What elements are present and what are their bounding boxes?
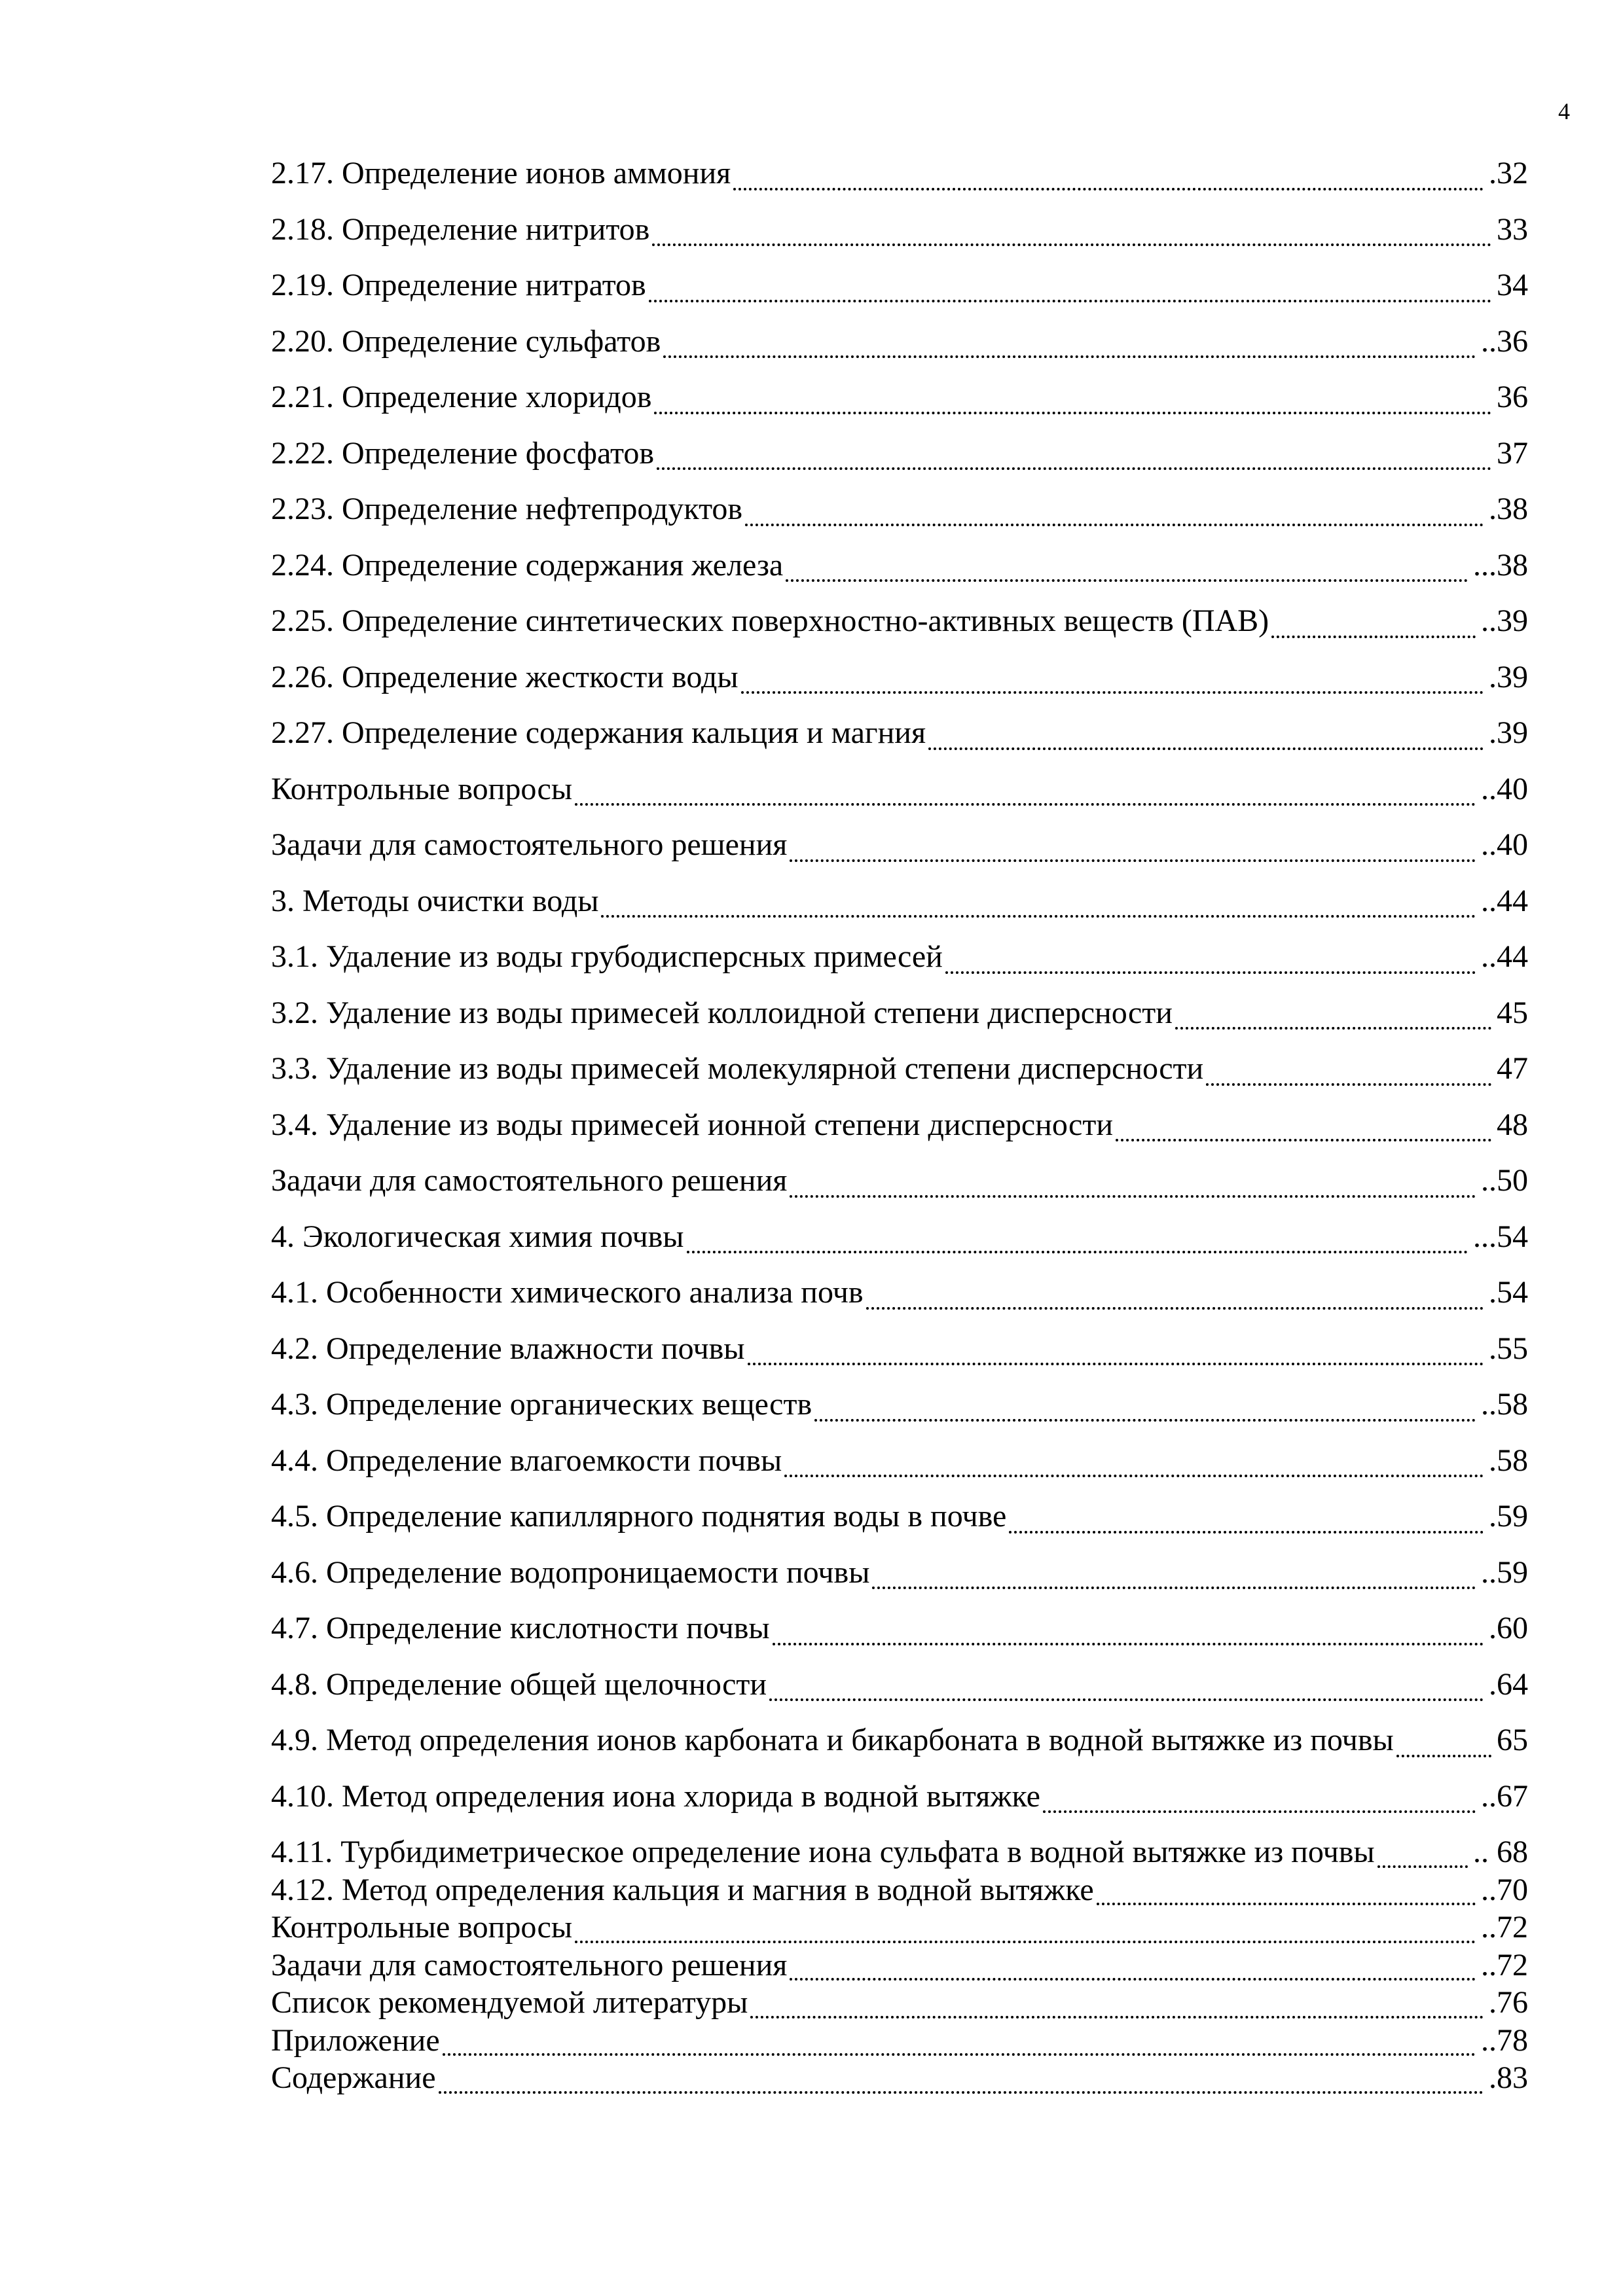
- toc-entry-page: .83: [1486, 2060, 1528, 2096]
- toc-entry-title: 2.23. Определение нефтепродуктов: [271, 492, 743, 526]
- toc-entry[interactable]: [271, 827, 1580, 883]
- toc-entry-title: 3.3. Удаление из воды примесей молекулярной степени дисперсности: [271, 1051, 1204, 1086]
- toc-entry-title: 3.1. Удаление из воды грубодисперсных примесей: [271, 939, 943, 974]
- toc-entry-title: 2.22. Определение фосфатов: [271, 435, 655, 471]
- toc-leader-dots: [1097, 1903, 1476, 1905]
- toc-entry-title: 4.6. Определение водопроницаемости почвы: [271, 1554, 870, 1590]
- toc-entry-title: 4.3. Определение органических веществ: [271, 1387, 812, 1422]
- toc-entry[interactable]: [271, 1219, 1580, 1275]
- toc-entry-page: ..58: [1478, 1386, 1528, 1423]
- toc-entry[interactable]: [271, 1050, 1580, 1107]
- toc-entry[interactable]: [271, 1909, 1580, 1947]
- toc-entry[interactable]: [271, 1554, 1580, 1611]
- toc-entry-title: 3. Методы очистки воды: [271, 883, 599, 918]
- toc-entry-title: 3.2. Удаление из воды примесей коллоидной степени дисперсности: [271, 995, 1173, 1030]
- toc-leader-dots: [786, 579, 1468, 582]
- toc-entry[interactable]: [271, 1778, 1580, 1835]
- toc-entry[interactable]: [271, 1386, 1580, 1443]
- toc-leader-dots: [769, 1698, 1484, 1701]
- toc-leader-dots: [439, 2091, 1484, 2094]
- toc-leader-dots: [1043, 1810, 1476, 1813]
- toc-leader-dots: [652, 243, 1491, 246]
- toc-entry-page: .58: [1486, 1443, 1528, 1479]
- toc-entry[interactable]: [271, 771, 1580, 827]
- toc-entry-page: ..72: [1478, 1909, 1528, 1946]
- toc-entry-page: ..39: [1478, 603, 1528, 639]
- toc-entry-page: ..67: [1478, 1778, 1528, 1815]
- toc-entry-page: .54: [1486, 1274, 1528, 1311]
- toc-entry-title: 2.20. Определение сульфатов: [271, 323, 661, 359]
- toc-entry[interactable]: [271, 1274, 1580, 1331]
- toc-entry-page: 65: [1494, 1722, 1528, 1759]
- toc-leader-dots: [663, 355, 1476, 358]
- toc-entry[interactable]: [271, 379, 1580, 435]
- toc-leader-dots: [657, 467, 1491, 470]
- toc-entry-page: 34: [1494, 267, 1528, 304]
- toc-entry-page: ...54: [1470, 1219, 1528, 1255]
- toc-entry-page: ..40: [1478, 827, 1528, 863]
- toc-entry-title: Задачи для самостоятельного решения: [271, 1163, 788, 1198]
- toc-entry-page: .55: [1486, 1331, 1528, 1367]
- toc-leader-dots: [750, 2016, 1484, 2018]
- toc-entry[interactable]: [271, 155, 1580, 211]
- toc-leader-dots: [443, 2053, 1476, 2056]
- toc-entry-title: 2.18. Определение нитритов: [271, 211, 650, 247]
- toc-entry-page: 36: [1494, 379, 1528, 416]
- toc-entry[interactable]: [271, 1722, 1580, 1778]
- toc-entry[interactable]: [271, 211, 1580, 268]
- toc-entry-title: 4.9. Метод определения ионов карбоната и бикарбоната в водной вытяжке из почвы: [271, 1723, 1394, 1757]
- toc-entry[interactable]: [271, 2022, 1580, 2060]
- toc-entry-title: 3.4. Удаление из воды примесей ионной степени дисперсности: [271, 1107, 1114, 1142]
- toc-leader-dots: [1271, 636, 1476, 638]
- toc-leader-dots: [866, 1307, 1484, 1310]
- toc-entry-title: 2.27. Определение содержания кальция и магния: [271, 715, 926, 750]
- toc-entry[interactable]: [271, 715, 1580, 771]
- toc-leader-dots: [733, 188, 1484, 190]
- toc-entry-page: 47: [1494, 1050, 1528, 1087]
- toc-leader-dots: [649, 300, 1491, 302]
- toc-entry-title: 4.12. Метод определения кальция и магния в водной вытяжке: [271, 1872, 1094, 1907]
- toc-leader-dots: [601, 915, 1476, 918]
- toc-entry[interactable]: [271, 2060, 1580, 2098]
- toc-entry-title: Содержание: [271, 2060, 436, 2095]
- toc-entry-page: ..72: [1478, 1947, 1528, 1984]
- toc-entry-title: 4.10. Метод определения иона хлорида в водной вытяжке: [271, 1778, 1040, 1814]
- toc-entry[interactable]: [271, 939, 1580, 995]
- toc-entry[interactable]: [271, 1162, 1580, 1219]
- toc-entry[interactable]: [271, 267, 1580, 323]
- toc-leader-dots: [790, 1978, 1476, 1981]
- toc-entry[interactable]: [271, 1666, 1580, 1723]
- toc-entry-title: 4.5. Определение капиллярного поднятия воды в почве: [271, 1499, 1007, 1534]
- toc-entry-title: 2.19. Определение нитратов: [271, 268, 646, 302]
- toc-leader-dots: [1396, 1755, 1491, 1757]
- toc-entry[interactable]: [271, 883, 1580, 939]
- toc-entry-page: .32: [1486, 155, 1528, 192]
- toc-entry[interactable]: [271, 603, 1580, 659]
- toc-entry[interactable]: [271, 1610, 1580, 1666]
- toc-entry-title: 4. Экологическая химия почвы: [271, 1219, 684, 1254]
- toc-entry-title: 2.25. Определение синтетических поверхностно-активных веществ (ПАВ): [271, 603, 1269, 638]
- toc-entry-page: ...38: [1470, 547, 1528, 584]
- toc-leader-dots: [1175, 1027, 1491, 1030]
- toc-entry-page: ..44: [1478, 883, 1528, 920]
- toc-entry[interactable]: [271, 323, 1580, 380]
- table-of-contents: [271, 155, 1580, 2098]
- toc-entry-title: Задачи для самостоятельного решения: [271, 1947, 788, 1982]
- toc-entry-page: ..36: [1478, 323, 1528, 360]
- toc-entry-page: 48: [1494, 1107, 1528, 1143]
- toc-entry[interactable]: [271, 995, 1580, 1051]
- toc-entry-title: 4.1. Особенности химического анализа почв: [271, 1275, 864, 1310]
- toc-entry-page: .76: [1486, 1984, 1528, 2021]
- toc-leader-dots: [790, 1195, 1476, 1198]
- toc-leader-dots: [575, 803, 1476, 806]
- toc-leader-dots: [790, 859, 1476, 862]
- toc-leader-dots: [945, 971, 1476, 974]
- toc-leader-dots: [1377, 1865, 1468, 1868]
- toc-entry-title: 4.7. Определение кислотности почвы: [271, 1611, 770, 1645]
- toc-leader-dots: [741, 691, 1484, 694]
- toc-entry[interactable]: [271, 1872, 1580, 1910]
- toc-entry[interactable]: [271, 1331, 1580, 1387]
- toc-entry[interactable]: [271, 1984, 1580, 2022]
- toc-entry-page: .. 68: [1470, 1834, 1528, 1871]
- toc-entry[interactable]: [271, 1498, 1580, 1554]
- toc-entry[interactable]: [271, 491, 1580, 547]
- toc-leader-dots: [1206, 1083, 1491, 1086]
- toc-entry-page: .64: [1486, 1666, 1528, 1703]
- toc-entry-title: 2.26. Определение жесткости воды: [271, 659, 739, 694]
- page-number: 4: [1558, 98, 1570, 124]
- toc-leader-dots: [654, 412, 1491, 414]
- toc-entry-page: .39: [1486, 659, 1528, 696]
- toc-entry-page: ..44: [1478, 939, 1528, 975]
- toc-leader-dots: [687, 1251, 1468, 1253]
- toc-leader-dots: [872, 1587, 1476, 1589]
- toc-entry-page: 33: [1494, 211, 1528, 248]
- toc-entry-title: Контрольные вопросы: [271, 1910, 573, 1945]
- toc-entry-page: ..78: [1478, 2022, 1528, 2059]
- toc-entry[interactable]: [271, 1107, 1580, 1163]
- toc-entry-title: 2.21. Определение хлоридов: [271, 380, 652, 414]
- toc-entry-title: 2.17. Определение ионов аммония: [271, 156, 731, 190]
- toc-entry-page: ..59: [1478, 1554, 1528, 1591]
- toc-entry[interactable]: [271, 659, 1580, 715]
- toc-leader-dots: [748, 1363, 1484, 1365]
- toc-leader-dots: [1116, 1139, 1491, 1141]
- toc-entry-page: .59: [1486, 1498, 1528, 1535]
- toc-entry[interactable]: [271, 547, 1580, 603]
- toc-entry-title: 4.8. Определение общей щелочности: [271, 1666, 767, 1702]
- toc-leader-dots: [784, 1475, 1484, 1477]
- toc-entry-page: 37: [1494, 435, 1528, 472]
- toc-entry-page: 45: [1494, 995, 1528, 1031]
- toc-leader-dots: [1009, 1531, 1484, 1534]
- toc-entry-title: 2.24. Определение содержания железа: [271, 547, 784, 583]
- toc-leader-dots: [928, 747, 1484, 750]
- toc-entry[interactable]: [271, 435, 1580, 492]
- toc-entry-title: Приложение: [271, 2022, 440, 2058]
- toc-entry-page: ..50: [1478, 1162, 1528, 1199]
- toc-entry-title: Задачи для самостоятельного решения: [271, 827, 788, 862]
- toc-leader-dots: [814, 1419, 1476, 1422]
- toc-leader-dots: [575, 1941, 1476, 1943]
- toc-entry[interactable]: [271, 1947, 1580, 1985]
- toc-entry-page: .60: [1486, 1610, 1528, 1647]
- toc-entry-title: Список рекомендуемой литературы: [271, 1985, 748, 2020]
- toc-leader-dots: [773, 1643, 1484, 1645]
- toc-entry-page: ..70: [1478, 1872, 1528, 1909]
- toc-entry[interactable]: [271, 1443, 1580, 1499]
- toc-entry-page: .39: [1486, 715, 1528, 751]
- toc-leader-dots: [745, 524, 1484, 526]
- toc-entry-title: 4.11. Турбидиметрическое определение иона сульфата в водной вытяжке из почвы: [271, 1835, 1375, 1869]
- toc-entry[interactable]: [271, 1834, 1580, 1872]
- toc-entry-title: 4.2. Определение влажности почвы: [271, 1331, 745, 1366]
- toc-entry-title: 4.4. Определение влагоемкости почвы: [271, 1443, 782, 1478]
- toc-entry-title: Контрольные вопросы: [271, 771, 573, 806]
- toc-entry-page: .38: [1486, 491, 1528, 528]
- toc-entry-page: ..40: [1478, 771, 1528, 808]
